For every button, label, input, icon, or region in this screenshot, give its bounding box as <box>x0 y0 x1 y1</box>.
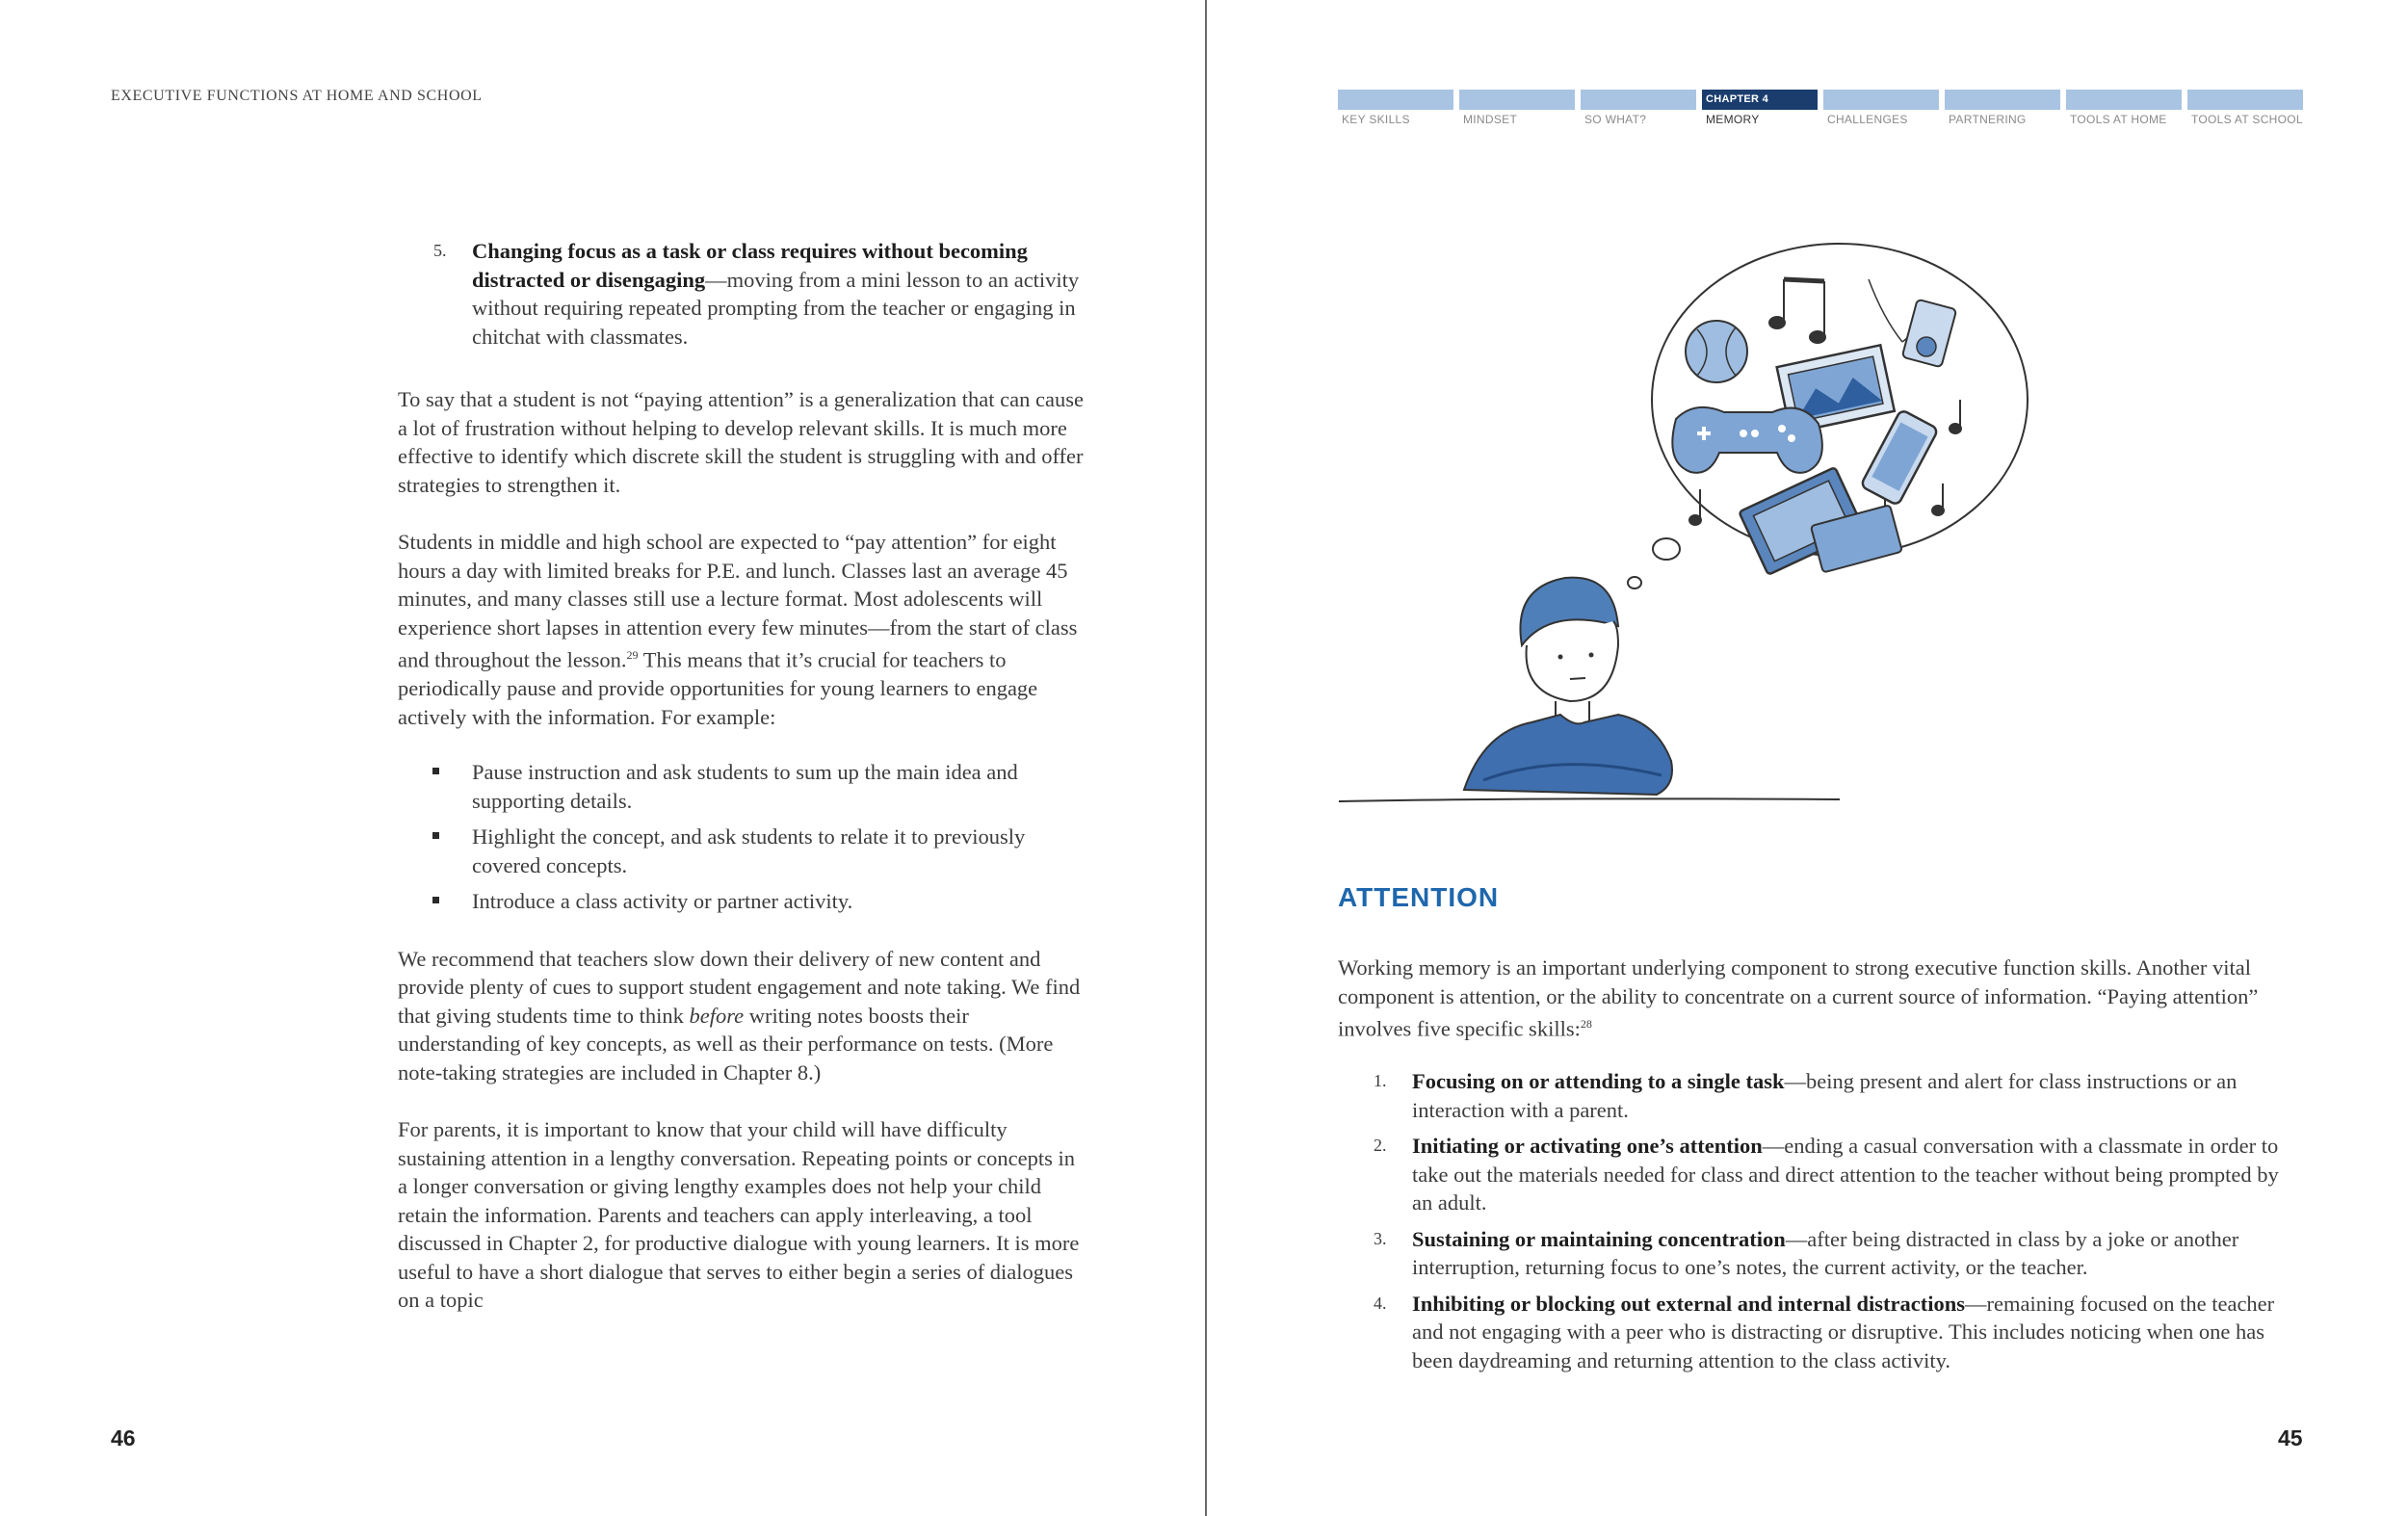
chapter-tab-mindset[interactable] <box>1459 90 1575 126</box>
bullet-icon <box>432 832 439 839</box>
skill-description: —after being distracted in class by a joke or another interruption, returning focus to one’s notes, the current activity, or the teacher. <box>1412 1226 2239 1279</box>
chapter-tab-label: CHALLENGES <box>1827 113 1908 126</box>
page-number: 45 <box>2278 1425 2303 1451</box>
bullet-text: Pause instruction and ask students to sum up the main idea and supporting details. <box>472 760 1018 813</box>
bullet-text: Introduce a class activity or partner activity. <box>472 889 853 913</box>
chapter-tab-key-skills[interactable] <box>1338 90 1453 126</box>
skill-description: —moving from a mini lesson to an activity without requiring repeated prompting from the teacher or engaging in chitchat with classmates. <box>472 267 1080 349</box>
right-page <box>1204 0 2408 1516</box>
running-head: EXECUTIVE FUNCTIONS AT HOME AND SCHOOL <box>111 88 483 104</box>
thought-bubble-dot-small <box>1628 577 1641 588</box>
chapter-bar <box>2187 90 2303 110</box>
bullet-item <box>398 887 1089 916</box>
chapter-tab-label: KEY SKILLS <box>1342 113 1410 126</box>
skill-title: Inhibiting or blocking out external and internal distractions <box>1412 1291 1966 1316</box>
skill-item <box>1338 1225 2301 1282</box>
skill-title: Sustaining or maintaining concentration <box>1412 1226 1786 1251</box>
chapter-bar <box>1945 90 2060 110</box>
skill-item <box>1338 1067 2301 1124</box>
paragraph-text-cont: This means that it’s crucial for teachers to periodically pause and provide opportunities for young learners to engage actively with the information. For example: <box>398 647 1038 729</box>
paragraph-parents: For parents, it is important to know that your child will have difficulty sustaining attention in a lengthy conversation. Repeating points or concepts in a longer conversation or giving lengthy examples does not help your child retain the information. Parents and teachers can apply interleaving, a tool discussed in Chapter 2, for productive dialogue with young learners. It is more useful to have a short dialogue that serves to either begin a series of dialogues on a topic <box>398 1117 1080 1312</box>
footnote-ref: 28 <box>1580 1017 1592 1031</box>
chapter-tab-partnering[interactable] <box>1945 90 2060 126</box>
list-number: 1. <box>1374 1071 1387 1090</box>
music-note-icon <box>1769 279 1825 343</box>
skill-item <box>1338 1290 2301 1375</box>
emphasis-text: before <box>689 1003 745 1028</box>
chapter-bar <box>1459 90 1575 110</box>
paragraph-text-cont: writing notes boosts their understanding of key concepts, as well as their performance on tests. (More note-taking strategies are included in Chapter 8.) <box>398 1003 1054 1085</box>
chapter-tab-tools-at-school[interactable] <box>2187 90 2303 126</box>
chapter-bar <box>1823 90 1939 110</box>
chapter-tab-label: PARTNERING <box>1949 113 2027 126</box>
chapter-tab-label: SO WHAT? <box>1584 113 1647 126</box>
strategy-bullet-list <box>398 758 1089 916</box>
paragraph-teachers <box>398 945 1089 1087</box>
skill-title: Changing focus as a task or class requires without becoming distracted or disengaging <box>472 239 1028 292</box>
attention-skills-list <box>1338 1067 2301 1374</box>
chapter-tab-label: MEMORY <box>1706 113 1760 126</box>
table-edge-line <box>1339 798 1840 801</box>
student-figure <box>1464 578 1672 795</box>
footnote-ref: 29 <box>626 648 639 662</box>
skill-title: Focusing on or attending to a single task <box>1412 1069 1785 1093</box>
chapter-tab-label: MINDSET <box>1463 113 1518 126</box>
baseball-icon <box>1686 321 1747 382</box>
game-controller-icon <box>1672 407 1822 473</box>
list-number: 3. <box>1374 1228 1387 1248</box>
attention-intro <box>1338 954 2301 1043</box>
smartphone-icon <box>1860 409 1938 506</box>
paragraph-text: Students in middle and high school are expected to “pay attention” for eight hours a day with limited breaks for P.E. and lunch. Classes last an average 45 minutes, and many classes still use a lecture format. Most adolescents will experience short lapses in attention every few minutes—from the start of class and throughout the lesson. <box>398 530 1078 672</box>
chapter-tab-tools-at-home[interactable] <box>2066 90 2182 126</box>
bullet-item <box>398 823 1089 879</box>
list-number: 5. <box>433 241 447 260</box>
list-number: 2. <box>1374 1136 1387 1155</box>
bullet-icon <box>432 768 439 774</box>
bullet-icon <box>432 897 439 903</box>
list-item-5 <box>398 237 1089 351</box>
chapter-tab-label: TOOLS AT SCHOOL <box>2191 113 2303 126</box>
chapter-bar <box>2066 90 2182 110</box>
skill-description: —remaining focused on the teacher and not engaging with a peer who is distracting or disruptive. This includes noticing when one has been daydreaming and returning attention to the class activity. <box>1412 1291 2275 1372</box>
skill-title: Initiating or activating one’s attention <box>1412 1134 1763 1158</box>
paragraph-text: We recommend that teachers slow down their delivery of new content and provide plenty of cues to support student engagement and note taking. We find that giving students time to think <box>398 946 1081 1028</box>
thought-bubble-dot-large <box>1653 538 1680 560</box>
chapter-bar <box>1338 90 1453 110</box>
chapter-tab-label: TOOLS AT HOME <box>2070 113 2167 126</box>
chapter-bar-active <box>1702 90 1818 110</box>
paragraph-middle-high-school <box>398 528 1089 731</box>
chapter-tab-so-what[interactable] <box>1581 90 1696 126</box>
left-body-column <box>398 385 1089 1315</box>
page-number: 46 <box>111 1425 136 1451</box>
skill-description: —being present and alert for class instructions or an interaction with a parent. <box>1412 1069 2238 1122</box>
paragraph-general: To say that a student is not “paying attention” is a generalization that can cause a lot of frustration without helping to develop relevant skills. It is much more effective to identify which discrete skill the student is struggling with and offer strategies to strengthen it. <box>398 387 1084 497</box>
section-heading: ATTENTION <box>1338 882 1500 912</box>
chapter-navigation <box>1338 90 2303 126</box>
intro-text: Working memory is an important underlying component to strong executive function skills. Another vital component is attention, or the ability to concentrate on a current source of information. “Paying attention” involves five specific skills: <box>1338 955 2259 1041</box>
skill-item <box>1338 1132 2301 1217</box>
chapter-number-label: CHAPTER 4 <box>1706 93 1769 105</box>
list-number: 4. <box>1374 1293 1387 1313</box>
chapter-bar <box>1581 90 1696 110</box>
daydreaming-student-illustration <box>1339 241 2109 819</box>
bullet-item <box>398 758 1089 815</box>
chapter-tab-memory[interactable] <box>1702 90 1818 126</box>
bullet-text: Highlight the concept, and ask students to relate it to previously covered concepts. <box>472 824 1026 877</box>
chapter-tab-challenges[interactable] <box>1823 90 1939 126</box>
skill-description: —ending a casual conversation with a classmate in order to take out the materials needed for class and direct attention to the teacher without being prompted by an adult. <box>1412 1134 2279 1215</box>
